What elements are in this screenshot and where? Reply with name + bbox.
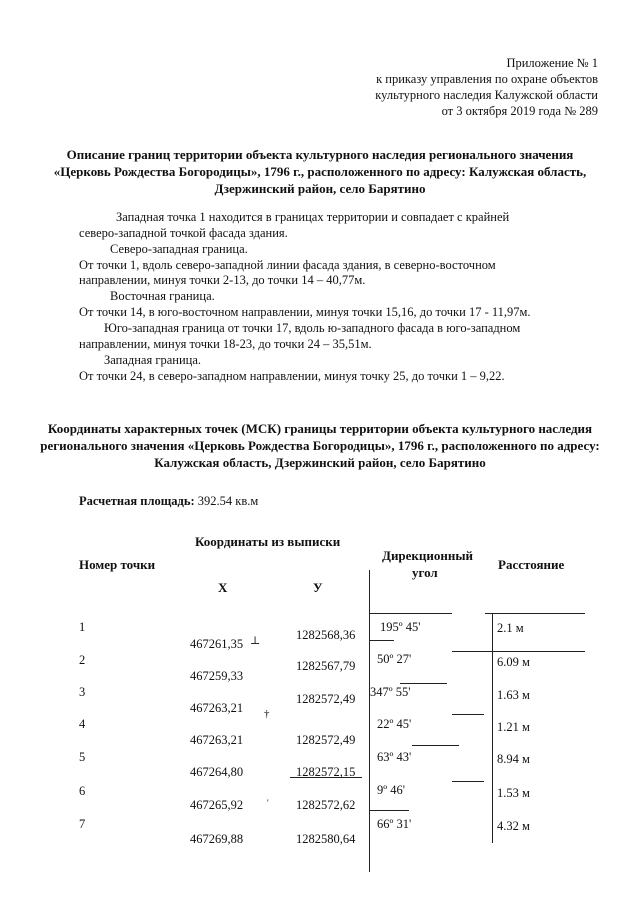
heading-west-boundary: Западная граница. (104, 353, 202, 367)
table-line (400, 683, 447, 684)
cell-distance: 1.21 м (497, 720, 530, 734)
desc-west-point-cont: северо-западной точкой фасада здания. (79, 226, 288, 240)
cell-y: 1282572,49 (296, 692, 356, 706)
table-line (452, 651, 585, 652)
cell-x: 467264,80 (190, 765, 244, 779)
table-line (485, 613, 585, 614)
cell-x: 467259,33 (190, 669, 244, 683)
cell-x: 467265,92 (190, 798, 244, 812)
cell-angle: 63º 43' (377, 750, 412, 764)
table-line (369, 613, 452, 614)
scan-mark: ' (267, 798, 269, 808)
cell-angle: 50º 27' (377, 652, 412, 666)
cell-distance: 4.32 м (497, 819, 530, 833)
heading-east-boundary: Восточная граница. (110, 289, 215, 303)
table-line (369, 640, 394, 641)
header-angle-1: Дирекционный (382, 548, 474, 563)
desc-northwest-cont: направлении, минуя точки 2-13, до точки 14 – 40,77м. (79, 273, 366, 287)
desc-west: От точки 24, в северо-западном направлении, минуя точку 25, до точки 1 – 9,22. (79, 369, 505, 383)
scan-mark: ⊥ (250, 635, 261, 647)
cell-distance: 2.1 м (497, 621, 524, 635)
coordinates-title: Координаты характерных точек (МСК) границы территории объекта культурного наследия регионального значения «Церковь Рождества Богородицы», 1796 г., расположенного по адресу: Калужская область, Дзержинский район, село Барятино (40, 421, 600, 470)
cell-angle: 66º 31' (377, 817, 412, 831)
heading-northwest-boundary: Северо-западная граница. (110, 242, 248, 256)
area-row (79, 494, 258, 510)
scan-mark: † (264, 708, 270, 720)
cell-point-number: 7 (79, 817, 86, 831)
header-coordinates: Координаты из выписки (195, 534, 341, 549)
cell-y: 1282568,36 (296, 628, 356, 642)
appendix-authority-line: культурного наследия Калужской области (375, 88, 598, 102)
header-point-number: Номер точки (79, 557, 156, 572)
cell-point-number: 1 (79, 620, 86, 634)
area-value: 392.54 кв.м (197, 494, 259, 508)
cell-distance: 6.09 м (497, 655, 530, 669)
cell-angle: 22º 45' (377, 717, 412, 731)
cell-point-number: 3 (79, 685, 86, 699)
table-vertical-line (492, 613, 493, 843)
cell-point-number: 4 (79, 717, 86, 731)
cell-x: 467261,35 (190, 637, 244, 651)
cell-angle: 195º 45' (380, 620, 421, 634)
table-line (452, 714, 484, 715)
appendix-order-line: к приказу управления по охране объектов (376, 72, 598, 86)
header-x: Х (218, 580, 228, 595)
cell-distance: 1.53 м (497, 786, 530, 800)
cell-x: 467263,21 (190, 733, 244, 747)
cell-x: 467263,21 (190, 701, 244, 715)
area-label: Расчетная площадь: (79, 494, 195, 508)
header-angle-2: угол (412, 565, 438, 580)
header-distance: Расстояние (498, 557, 565, 572)
cell-y: 1282572,49 (296, 733, 356, 747)
header-y: У (313, 580, 323, 595)
desc-northwest: От точки 1, вдоль северо-западной линии фасада здания, в северно-восточном (79, 258, 496, 272)
cell-angle: 347º 55' (370, 685, 411, 699)
cell-distance: 1.63 м (497, 688, 530, 702)
table-vertical-line (369, 570, 370, 872)
table-line (369, 810, 409, 811)
cell-y: 1282580,64 (296, 832, 356, 846)
cell-y: 1282567,79 (296, 659, 356, 673)
cell-point-number: 5 (79, 750, 86, 764)
table-line (452, 781, 484, 782)
desc-east: От точки 14, в юго-восточном направлении, минуя точки 15,16, до точки 17 - 11,97м. (79, 305, 531, 319)
cell-y: 1282572,62 (296, 798, 356, 812)
table-line (412, 745, 459, 746)
cell-distance: 8.94 м (497, 752, 530, 766)
appendix-number: Приложение № 1 (506, 56, 598, 70)
cell-point-number: 6 (79, 784, 86, 798)
desc-southwest-cont: направлении, минуя точки 18-23, до точки 24 – 35,51м. (79, 337, 372, 351)
cell-y: 1282572,15 (296, 765, 356, 779)
cell-x: 467269,88 (190, 832, 244, 846)
boundaries-title: Описание границ территории объекта культурного наследия регионального значения «Церковь Рождества Богородицы», 1796 г., расположенного по адресу: Калужская область, Дзержинский район, село Барятино (53, 147, 587, 196)
cell-angle: 9º 46' (377, 783, 406, 797)
cell-point-number: 2 (79, 653, 86, 667)
desc-southwest: Юго-западная граница от точки 17, вдоль ю-западного фасада в юго-западном (104, 321, 521, 335)
desc-west-point: Западная точка 1 находится в границах территории и совпадает с крайней (116, 210, 510, 224)
appendix-date-line: от 3 октября 2019 года № 289 (441, 104, 598, 118)
